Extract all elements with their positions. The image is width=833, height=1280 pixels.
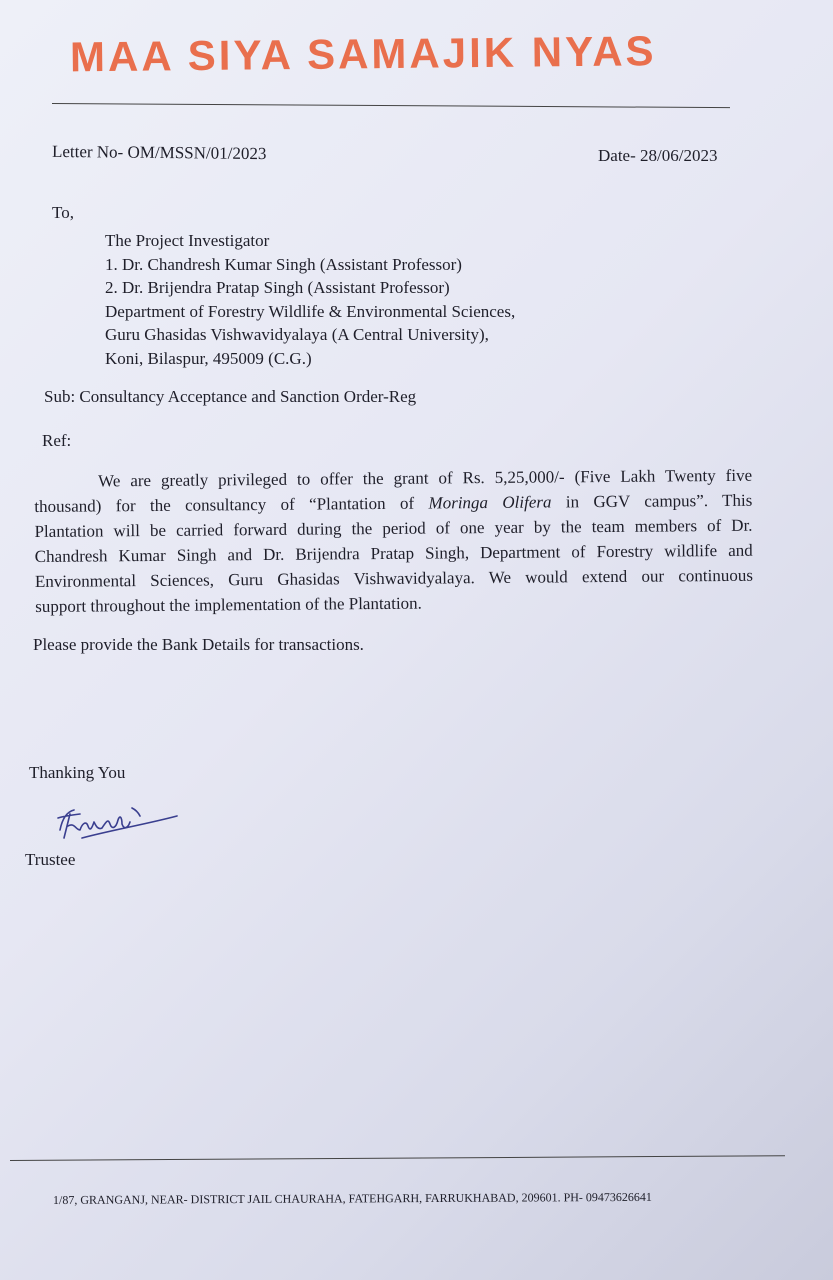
address-line: Koni, Bilaspur, 495009 (C.G.) bbox=[105, 348, 312, 368]
body-line: Environmental Sciences, Guru Ghasidas Vishwavidyalaya. We would extend our continuous bbox=[34, 565, 754, 591]
body-text: thousand) for the consultancy of “Plantation of bbox=[34, 493, 429, 516]
body-line: We are greatly privileged to offer the grant of Rs. 5,25,000/- (Five Lakh Twenty five bbox=[98, 465, 753, 491]
footer-address: 1/87, GRANGANJ, NEAR- DISTRICT JAIL CHAURAHA, FATEHGARH, FARRUKHABAD, 209601. PH- 09473626641 bbox=[52, 1189, 652, 1207]
reference-line: Ref: bbox=[42, 431, 72, 450]
body-line: support throughout the implementation of the Plantation. bbox=[35, 593, 422, 616]
body-text: in GGV campus”. This bbox=[551, 490, 753, 512]
body-line: Chandresh Kumar Singh and Dr. Brijendra Pratap Singh, Department of Forestry wildlife and bbox=[34, 540, 753, 566]
recipient-address bbox=[105, 229, 515, 370]
bank-details-request: Please provide the Bank Details for transactions. bbox=[33, 635, 364, 654]
footer-divider bbox=[10, 1155, 785, 1161]
handwritten-signature bbox=[52, 800, 182, 844]
closing-text: Thanking You bbox=[29, 763, 126, 782]
letter-number: Letter No- OM/MSSN/01/2023 bbox=[51, 141, 267, 164]
species-name: Moringa Olifera bbox=[428, 492, 552, 513]
signatory-title: Trustee bbox=[25, 850, 76, 869]
address-line: Guru Ghasidas Vishwavidyalaya (A Central University), bbox=[105, 325, 489, 344]
address-line: 2. Dr. Brijendra Pratap Singh (Assistant Professor) bbox=[105, 278, 450, 297]
body-paragraph bbox=[34, 463, 753, 619]
address-line: 1. Dr. Chandresh Kumar Singh (Assistant Professor) bbox=[105, 254, 462, 274]
letter-date: Date- 28/06/2023 bbox=[598, 146, 718, 165]
address-line: Department of Forestry Wildlife & Environmental Sciences, bbox=[105, 301, 516, 321]
subject-line: Sub: Consultancy Acceptance and Sanction Order-Reg bbox=[44, 387, 417, 406]
body-line: Plantation will be carried forward during the period of one year by the team members of Dr. bbox=[34, 515, 753, 541]
salutation-to: To, bbox=[52, 203, 74, 222]
address-line: The Project Investigator bbox=[105, 231, 270, 250]
letterhead-title: MAA SIYA SAMAJIK NYAS bbox=[69, 27, 657, 81]
letterhead-divider bbox=[52, 103, 730, 108]
